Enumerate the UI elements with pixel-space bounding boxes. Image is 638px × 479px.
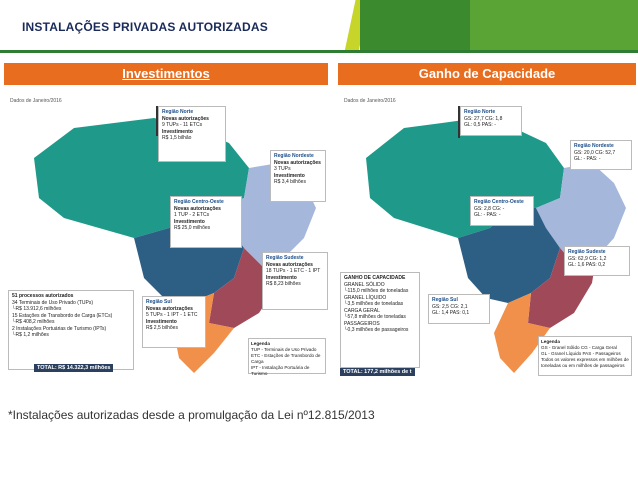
cap-centro-name: Região Centro-Oeste: [474, 199, 524, 205]
summary-l6: └R$ 1,2 milhões: [12, 332, 49, 338]
cap-box-sudeste: [564, 246, 630, 276]
sul-l1: Novas autorizações: [146, 305, 193, 312]
cap-summary-l2: └115,0 milhões de toneladas: [344, 288, 409, 294]
header-green-band-light: [470, 0, 638, 52]
legend-left-l1: TUP - Terminais de Uso Privado: [251, 347, 317, 352]
cap-nordeste-r1: GS: 20,0 CG: 52,7: [574, 149, 616, 156]
summary-l3: 15 Estações de Transbordo de Carga (ETCs): [12, 312, 113, 319]
cap-sul-r1: GS: 2,5 CG: 2,1: [432, 303, 468, 310]
norte-l4: R$ 1,5 bilhão: [162, 135, 192, 141]
date-label: Dados de Janeiro/2016: [10, 98, 62, 104]
cap-nordeste-name: Região Nordeste: [574, 143, 614, 149]
cap-centro-r1: GS: 2,8 CG: -: [474, 205, 505, 212]
centro-l4: R$ 25,0 milhões: [174, 225, 211, 231]
legend-right-head: Legenda: [541, 339, 560, 344]
legend-left-l3: IPT - Instalação Portuária de Turismo: [251, 365, 310, 376]
cap-summary-head: GANHO DE CAPACIDADE: [344, 275, 406, 281]
legend-right-l1: GS - Granel Sólido CG - Carga Geral: [541, 345, 617, 350]
summary-head: 51 processos autorizados: [12, 293, 74, 299]
sudeste-name: Região Sudeste: [266, 255, 304, 261]
cap-summary-l1: GRANEL SÓLIDO: [344, 281, 385, 288]
centro-l3: Investimento: [174, 218, 205, 225]
summary-total-investimentos: TOTAL: R$ 14.322,3 milhões: [34, 364, 113, 372]
sudeste-l1: Novas autorizações: [266, 261, 313, 268]
legend-box-right: [538, 336, 632, 376]
capacidade-map-panel: [338, 88, 636, 384]
cap-sul-name: Região Sul: [432, 297, 458, 303]
nordeste-l3: Investimento: [274, 172, 305, 179]
legend-right-l3: Todos os valores expressos em milhões de toneladas ou em milhões de passageiros: [541, 357, 629, 368]
cap-sul-r2: GL: 1,4 PAS: 0,1: [432, 310, 470, 316]
sul-name: Região Sul: [146, 299, 172, 305]
sudeste-l4: R$ 8,23 bilhões: [266, 281, 301, 287]
legend-right-l2: GL - Granel Líquido PAS - Passageiros: [541, 351, 621, 356]
centro-name: Região Centro-Oeste: [174, 199, 224, 205]
sul-l4: R$ 2,5 bilhões: [146, 325, 178, 331]
date-label-right: Dados de Janeiro/2016: [344, 98, 396, 104]
cap-box-nordeste: [570, 140, 632, 170]
cap-summary-l7: PASSAGEIROS: [344, 320, 380, 327]
cap-norte-name: Região Norte: [464, 109, 496, 115]
norte-l3: Investimento: [162, 128, 193, 135]
cap-sudeste-r1: GS: 62,9 CG: 1,2: [568, 255, 607, 262]
legend-left-l2: ETC - Estações de Transbordo de Carga: [251, 353, 321, 364]
nordeste-l4: R$ 3,4 bilhões: [274, 179, 306, 185]
section-title-capacidade: Ganho de Capacidade: [338, 63, 636, 85]
info-box-norte: [158, 106, 226, 162]
info-box-nordeste: [270, 150, 326, 202]
summary-box-investimentos: [8, 290, 134, 370]
cap-box-sul: [428, 294, 490, 324]
cap-centro-r2: GL: - PAS: -: [474, 212, 501, 218]
cap-nordeste-r2: GL: - PAS: -: [574, 156, 601, 162]
cap-summary-l4: └3,5 milhões de toneladas: [344, 301, 404, 307]
cap-sudeste-name: Região Sudeste: [568, 249, 606, 255]
sudeste-l2: 18 TUPs - 1 ETC - 1 IPT: [266, 268, 321, 274]
summary-total-capacidade: TOTAL: 177,2 milhões de t: [340, 368, 415, 376]
footnote: *Instalações autorizadas desde a promulgação da Lei nº12.815/2013: [8, 408, 375, 422]
nordeste-l2: 3 TUPs: [274, 166, 291, 172]
cap-sudeste-r2: GL: 1,6 PAS: 0,2: [568, 262, 606, 268]
cap-summary-l5: CARGA GERAL: [344, 307, 380, 314]
summary-l5: 2 Instalações Portuárias de Turismo (IPTs): [12, 325, 107, 332]
norte-name: Região Norte: [162, 109, 194, 115]
norte-l1: Novas autorizações: [162, 115, 209, 122]
centro-l1: Novas autorizações: [174, 205, 221, 212]
cap-norte-r1: GS: 27,7 CG: 1,8: [464, 115, 503, 122]
sul-l2: 5 TUPs - 1 IPT - 1 ETC: [146, 312, 198, 318]
sudeste-l3: Investimento: [266, 274, 297, 281]
info-box-centro-oeste: [170, 196, 242, 248]
norte-l2: 9 TUPs - 11 ETCs: [162, 122, 203, 128]
cap-summary-l6: └57,8 milhões de toneladas: [344, 314, 406, 320]
nordeste-name: Região Nordeste: [274, 153, 314, 159]
cap-box-norte: [460, 106, 522, 136]
info-box-sudeste: [262, 252, 328, 310]
summary-l4: └R$ 408,2 milhões: [12, 319, 55, 325]
investimentos-map-panel: [4, 88, 328, 384]
cap-norte-r2: GL: 0,5 PAS: -: [464, 122, 496, 128]
cap-summary-l8: └0,3 milhões de passageiros: [344, 327, 409, 333]
summary-l1: 34 Terminais de Uso Privado (TUPs): [12, 299, 94, 306]
cap-summary-l3: GRANEL LÍQUIDO: [344, 294, 387, 301]
sul-l3: Investimento: [146, 318, 177, 325]
header-underline: [0, 50, 638, 53]
section-title-investimentos: [4, 63, 328, 85]
section-title-investimentos-text: Investimentos: [122, 66, 210, 81]
summary-l2: └R$ 13.912,6 milhões: [12, 306, 62, 312]
cap-box-centro-oeste: [470, 196, 534, 226]
nordeste-l1: Novas autorizações: [274, 159, 321, 166]
centro-l2: 1 TUP - 2 ETCs: [174, 212, 210, 218]
page-title: INSTALAÇÕES PRIVADAS AUTORIZADAS: [22, 20, 268, 34]
legend-box-left: [248, 338, 326, 374]
legend-left-head: Legenda: [251, 341, 270, 346]
summary-box-capacidade: [340, 272, 420, 368]
info-box-sul: [142, 296, 206, 348]
